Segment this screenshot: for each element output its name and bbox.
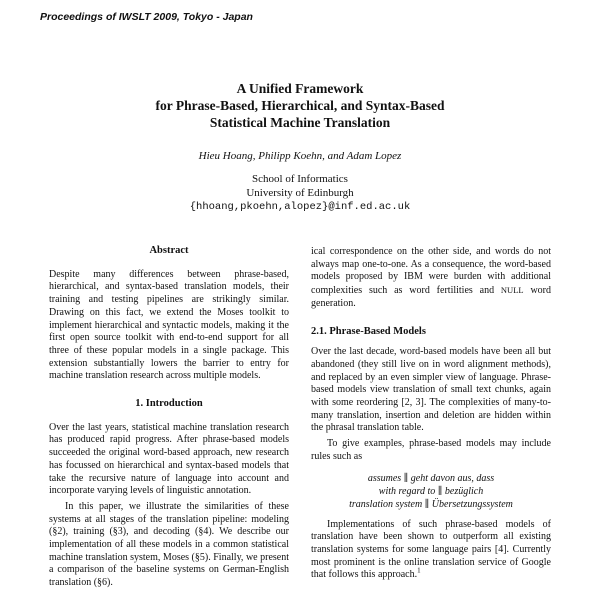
school: School of Informatics <box>252 173 348 185</box>
phrase-based-para-2: To give examples, phrase-based models may include rules such as <box>311 438 551 462</box>
phrase-based-para-1: Over the last decade, word-based models have been all but abandoned (they still live on in word alignment methods), and replaced by an even simpler view of language. Phrase-based models view translation of small text chunks, again with some reordering [2, 3]. The complexities of many-to-many translation, insertion and deletion are hidden within the phrasal translation table. <box>311 346 551 434</box>
university: University of Edinburgh <box>246 187 354 199</box>
abstract-heading: Abstract <box>149 245 189 256</box>
title-line-2: for Phrase-Based, Hierarchical, and Syntax-Based <box>155 98 445 113</box>
continuation-a: ical correspondence on the other side, and words do not always map one-to-one. As a consequence, the word-based models proposed by IBM were burden with additional complexities such as word fertilities and <box>311 246 551 297</box>
email[interactable]: {hhoang,pkoehn,alopez}@inf.ed.ac.uk <box>189 201 411 213</box>
continuation-text <box>311 246 551 311</box>
phrase-based-para-3 <box>311 519 551 583</box>
abstract-text: Despite many differences between phrase-based, hierarchical, and syntax-based translation models, their training and testing pipelines are strikingly similar. Drawing on this fact, we extend the Moses toolkit to implement hierarchical and syntactic models, making it the first open source toolkit with end-to-end support for all three of these popular models in a single package. This extension substantially lowers the barrier to entry for machine translation research across multiple models. <box>49 268 289 382</box>
affiliation <box>0 172 600 214</box>
left-column <box>49 245 289 590</box>
authors: Hieu Hoang, Philipp Koehn, and Adam Lopez <box>198 150 402 162</box>
para-3-text: Implementations of such phrase-based models of translation have been shown to outperform all existing translation systems for some language pairs [4]. Currently most prominent is the online translation service of Google that follows this approach. <box>311 518 551 581</box>
introduction-heading: 1. Introduction <box>135 398 203 410</box>
rule-example: assumes ∥ geht davon aus, dass <box>367 472 495 484</box>
rule-examples <box>311 472 551 511</box>
introduction-para-1: Over the last years, statistical machine translation research has produced rapid progress. After phrase-based models succeeded the original word-based approach, new research has focussed on hierarchical and syntax-based models that take the recursive nature of language into account and incorporate varying levels of linguistic annotation. <box>49 421 289 497</box>
right-column <box>311 246 551 582</box>
continuation-b: word generation. <box>311 285 551 309</box>
rule-example: with regard to ∥ bezüglich <box>378 485 484 497</box>
paper-title <box>0 80 600 131</box>
introduction-para-2: In this paper, we illustrate the similarities of these systems at all stages of the translation pipeline: modeling (§2), training (§3), and decoding (§4). We describe our implementation of all these models in a common statistical machine translation system, Moses (§5). Finally, we present a comparison of the baseline systems on German-English translation (§6). <box>49 500 289 589</box>
proceedings-header: Proceedings of IWSLT 2009, Tokyo - Japan <box>40 11 253 23</box>
subsection-heading: 2.1. Phrase-Based Models <box>311 325 426 337</box>
null-word: NULL <box>500 285 524 296</box>
title-line-3: Statistical Machine Translation <box>209 115 391 130</box>
title-line-1: A Unified Framework <box>236 81 364 96</box>
footnote-marker[interactable]: 1 <box>417 567 421 576</box>
rule-example: translation system ∥ Übersetzungssystem <box>349 498 513 510</box>
